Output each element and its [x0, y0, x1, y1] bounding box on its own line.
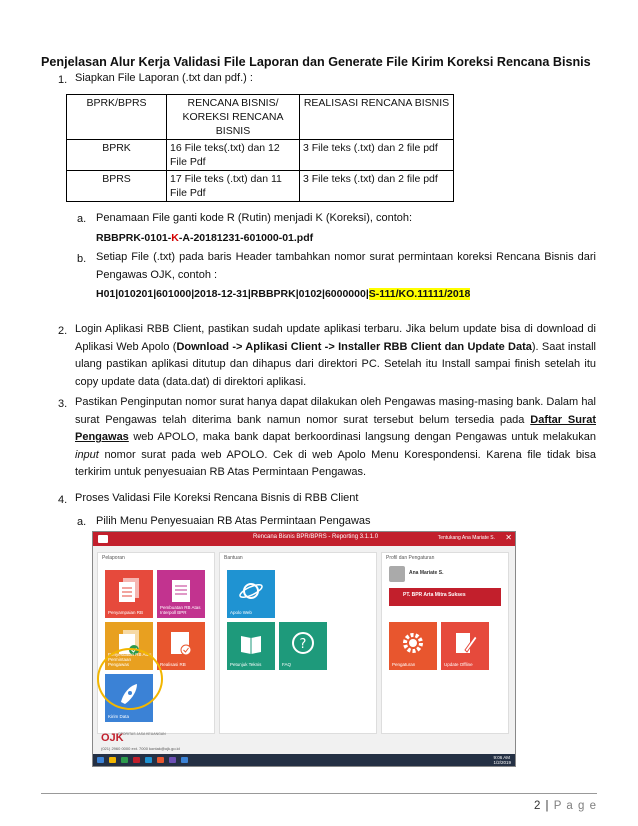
- folder-icon[interactable]: [109, 757, 116, 763]
- avatar: [389, 566, 405, 582]
- close-icon[interactable]: ✕: [505, 533, 512, 542]
- tile-faq[interactable]: ? FAQ: [279, 622, 327, 670]
- document-title: Penjelasan Alur Kerja Validasi File Laporan dan Generate File Kirim Koreksi Rencana Bisnis: [41, 55, 591, 69]
- app-icon[interactable]: [157, 757, 164, 763]
- step-1a-text: Penamaan File ganti kode R (Rutin) menjadi K (Koreksi), contoh:: [96, 212, 413, 224]
- step-3-number: 3.: [58, 398, 68, 410]
- question-icon: [291, 630, 315, 656]
- ojk-logo: OJK: [101, 732, 124, 744]
- table-cell: 3 File teks (.txt) dan 2 file pdf: [300, 171, 454, 202]
- app-titlebar: [93, 532, 515, 546]
- ojk-contact: (021) 2960 0000 ext. 7000 kontak@ojk.go.id: [101, 746, 180, 751]
- step-2-number: 2.: [58, 325, 68, 337]
- step-4a-label: a.: [77, 516, 87, 528]
- code-k: K: [171, 232, 179, 244]
- highlight-circle: [97, 648, 163, 710]
- tile-update-offline[interactable]: Update Offline: [441, 622, 489, 670]
- daftar-surat-pengawas-link: Daftar Surat Pengawas: [75, 413, 597, 443]
- tile-pengaturan[interactable]: Pengaturan: [389, 622, 437, 670]
- gear-icon: [401, 630, 425, 656]
- document-check-icon: [169, 630, 193, 656]
- app-icon[interactable]: [121, 757, 128, 763]
- app-user: Tentukang Ana Mariate S.: [437, 535, 495, 541]
- filename-example: RBBPRK-0101-K-A-20181231-601000-01.pdf: [96, 232, 314, 244]
- book-icon: [239, 630, 263, 656]
- app-icon[interactable]: [169, 757, 176, 763]
- step-4-text: Proses Validasi File Koreksi Rencana Bisnis di RBB Client: [75, 492, 359, 504]
- svg-text:?: ?: [299, 637, 307, 652]
- planet-icon: [239, 578, 263, 604]
- table-cell: 16 File teks(.txt) dan 12 File Pdf: [167, 140, 300, 171]
- tile-penyampaian-rb[interactable]: Penyampaian RB: [105, 570, 153, 618]
- step-2-text: Login Aplikasi RBB Client, pastikan sudah update aplikasi terbaru. Jika belum update bisa di download di Aplikasi Web Apolo (Download -> Aplikasi Client -> Installer RBB Client dan Update Data). Saat install ulang pastikan aplikasi ditutup dan dihapus dari direktori PC. Setelah itu Install sampai finish setelah itu copy update data (data.dat) di direktori aplikasi.: [75, 323, 596, 388]
- table-cell: 3 File teks (.txt) dan 2 file pdf: [300, 140, 454, 171]
- profile-name: Ana Mariate S.: [409, 570, 444, 576]
- step-4-number: 4.: [58, 494, 68, 506]
- tile-apolo-web[interactable]: Apolo Web: [227, 570, 275, 618]
- rbb-client-screenshot: [92, 531, 516, 767]
- tile-realisasi-rb[interactable]: Realisasi RB: [157, 622, 205, 670]
- tile-pembuatan-rb[interactable]: Pembuatan RB Atas Interpoll BPR: [157, 570, 205, 618]
- table-row: [67, 171, 454, 202]
- panel-heading: Bantuan: [224, 555, 243, 561]
- clock: 9:06 AM 1/2/2019: [493, 755, 511, 765]
- step-1a-label: a.: [77, 213, 87, 225]
- app-icon[interactable]: [181, 757, 188, 763]
- table-header: REALISASI RENCANA BISNIS: [300, 95, 454, 140]
- documents-icon: [117, 578, 141, 604]
- page-number: 2: [533, 800, 542, 812]
- step-1-text: Siapkan File Laporan (.txt dan pdf.) :: [75, 72, 253, 84]
- windows-taskbar: [93, 754, 515, 766]
- app-icon[interactable]: [133, 757, 140, 763]
- tile-penyesuaian-rb[interactable]: Penyesuaian RB Atas Permintaan Pengawas: [105, 622, 153, 670]
- document-list-icon: [169, 578, 193, 604]
- step-1-number: 1.: [58, 74, 68, 86]
- table-header: RENCANA BISNIS/ KOREKSI RENCANA BISNIS: [167, 95, 300, 140]
- panel-heading: Profil dan Pengaturan: [386, 555, 435, 561]
- app-window-title: Rencana Bisnis BPR/BPRS - Reporting 3.1.1.0: [253, 534, 379, 540]
- step-4a-text: Pilih Menu Penyesuaian RB Atas Permintaan Pengawas: [96, 515, 371, 527]
- step-1b-label: b.: [77, 253, 87, 265]
- file-requirements-table: [66, 94, 454, 202]
- step-3-text: Pastikan Penginputan nomor surat hanya dapat dilakukan oleh Pengawas masing-masing bank. Dalam hal surat Pengawas telah diterima bank namun nomor surat tersebut belum tersedia pada Daftar Surat Pengawas web APOLO, maka bank dapat berkoordinasi langsung dengan Pengawas untuk melakukan input nomor surat pada web APOLO. Cek di web Apolo Menu Korespondensi. Karena file tidak bisa terkirim untuk penyesuaian RB Atas Permintaan Pengawas.: [75, 396, 597, 478]
- panel-heading: Pelaporan: [102, 555, 125, 561]
- download-path: Download -> Aplikasi Client -> Installer RBB Client dan Update Data: [176, 340, 532, 353]
- table-cell: BPRK: [67, 140, 167, 171]
- letter-number-highlight: S-111/KO.11111/2018: [368, 288, 471, 300]
- table-header: BPRK/BPRS: [67, 95, 167, 140]
- ojk-subtitle: OTORITAS JASA KEUANGAN: [118, 732, 166, 736]
- footer-divider: [41, 793, 597, 794]
- header-example: H01|010201|601000|2018-12-31|RBBPRK|0102|6000000|S-111/KO.11111/2018: [96, 288, 471, 300]
- start-icon[interactable]: [97, 757, 104, 763]
- step-1b-text: Setiap File (.txt) pada baris Header tambahkan nomor surat permintaan koreksi Rencana Bisnis dari Pengawas OJK, contoh :: [96, 251, 596, 281]
- table-cell: BPRS: [67, 171, 167, 202]
- tile-kirim-data[interactable]: Kirim Data: [105, 674, 153, 722]
- tile-petunjuk-teknis[interactable]: Petunjuk Teknis: [227, 622, 275, 670]
- bank-banner: PT. BPR Arta Mitra Sukses: [389, 588, 501, 606]
- page-footer: 2 | P a g e: [533, 800, 597, 812]
- browser-icon[interactable]: [145, 757, 152, 763]
- table-cell: 17 File teks (.txt) dan 11 File Pdf: [167, 171, 300, 202]
- table-row: [67, 140, 454, 171]
- app-logo: [98, 535, 108, 543]
- document-edit-icon: [453, 630, 477, 656]
